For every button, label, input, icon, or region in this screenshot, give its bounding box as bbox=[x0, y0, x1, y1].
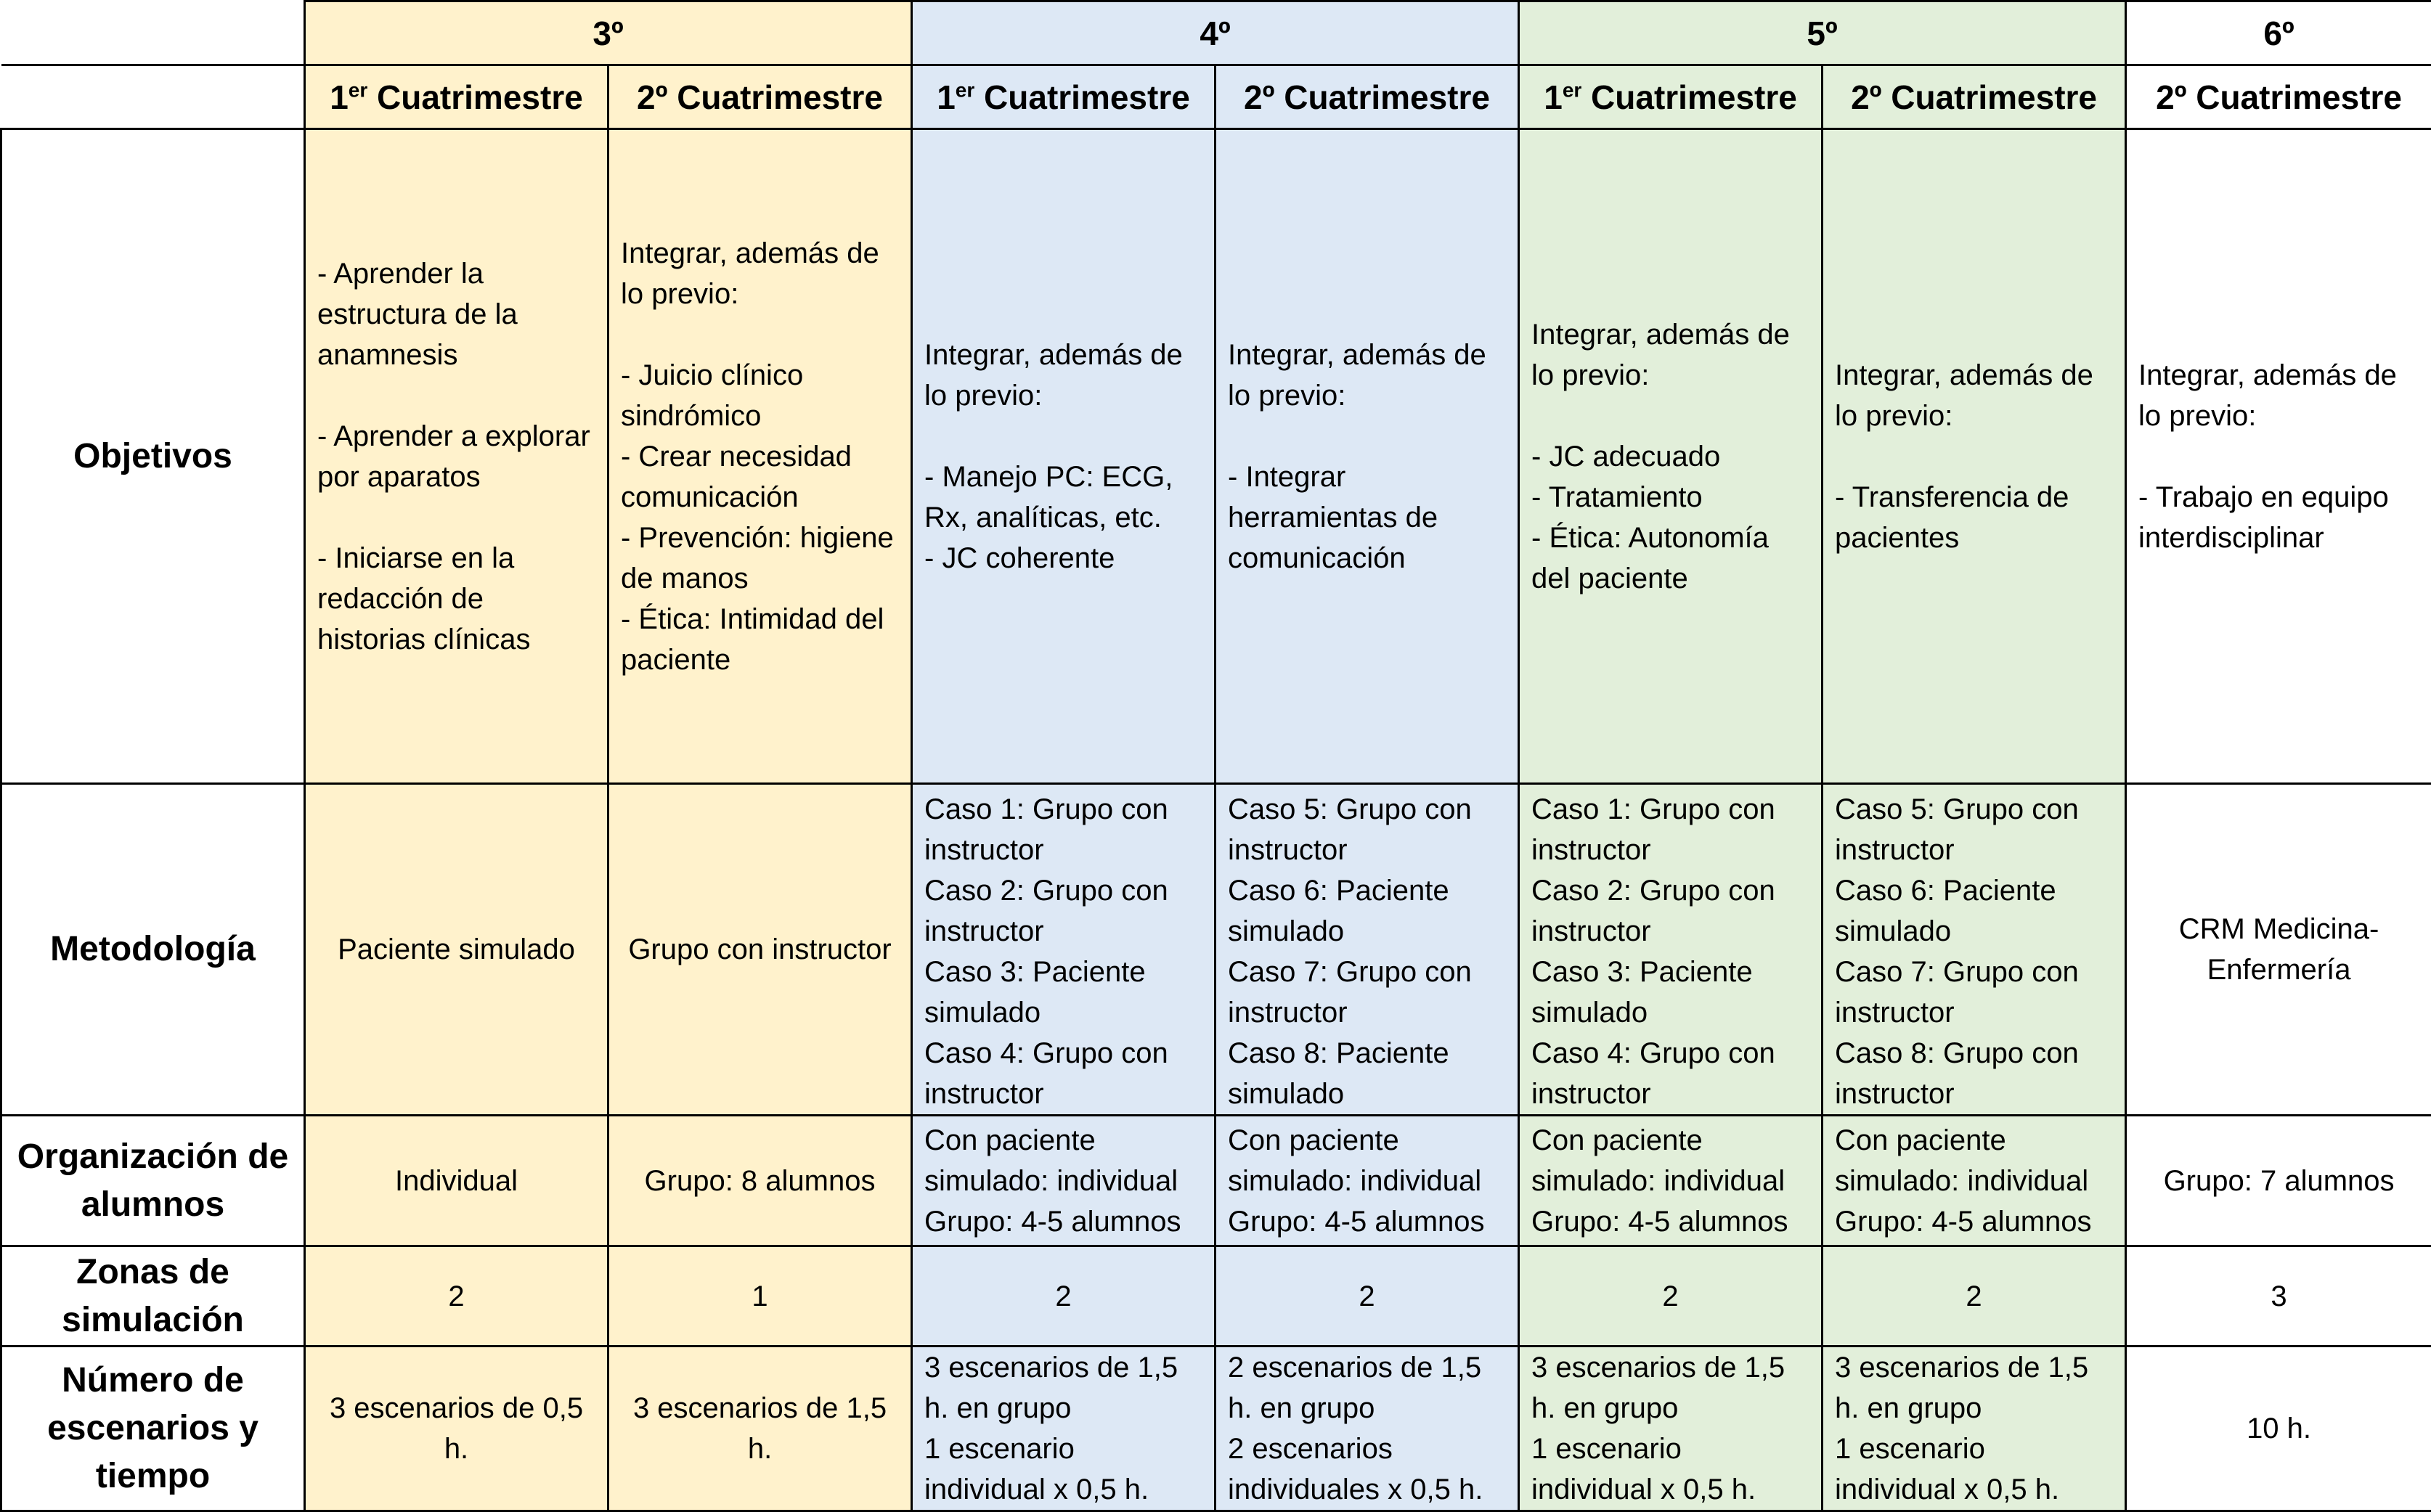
escenarios-row bbox=[1, 1347, 2431, 1511]
organizacion-row bbox=[1, 1116, 2431, 1246]
organizacion-cell: Grupo: 7 alumnos bbox=[2126, 1116, 2431, 1246]
metodologia-cell: Caso 5: Grupo con instructor Caso 6: Paciente simulado Caso 7: Grupo con instructor Caso 8: Paciente simulado bbox=[1216, 784, 1519, 1116]
organizacion-cell: Con paciente simulado: individual Grupo: 4-5 alumnos bbox=[1823, 1116, 2126, 1246]
year-5-header: 5º bbox=[1519, 1, 2126, 65]
objetivos-cell: - Aprender la estructura de la anamnesis - Aprender a explorar por aparatos - Iniciarse en la redacción de historias clínicas bbox=[305, 129, 608, 784]
organizacion-cell: Con paciente simulado: individual Grupo: 4-5 alumnos bbox=[1216, 1116, 1519, 1246]
metodologia-cell: Caso 1: Grupo con instructor Caso 2: Grupo con instructor Caso 3: Paciente simulado Caso 4: Grupo con instructor bbox=[912, 784, 1216, 1116]
row-label-objetivos: Objetivos bbox=[1, 129, 305, 784]
year-header-row bbox=[1, 1, 2431, 65]
zonas-cell: 2 bbox=[1823, 1246, 2126, 1347]
escenarios-cell: 3 escenarios de 1,5 h. en grupo 1 escenario individual x 0,5 h. bbox=[1823, 1347, 2126, 1511]
metodologia-cell: CRM Medicina-Enfermería bbox=[2126, 784, 2431, 1116]
objetivos-cell: Integrar, además de lo previo: - JC adecuado - Tratamiento - Ética: Autonomía del paciente bbox=[1519, 129, 1823, 784]
escenarios-cell: 3 escenarios de 1,5 h. en grupo 1 escenario individual x 0,5 h. bbox=[912, 1347, 1216, 1511]
objetivos-cell: Integrar, además de lo previo: - Manejo PC: ECG, Rx, analíticas, etc. - JC coherente bbox=[912, 129, 1216, 784]
metodologia-cell: Grupo con instructor bbox=[608, 784, 912, 1116]
objetivos-cell: Integrar, además de lo previo: - Trabajo en equipo interdisciplinar bbox=[2126, 129, 2431, 784]
organizacion-cell: Individual bbox=[305, 1116, 608, 1246]
zonas-cell: 2 bbox=[1519, 1246, 1823, 1347]
zonas-row bbox=[1, 1246, 2431, 1347]
organizacion-cell: Grupo: 8 alumnos bbox=[608, 1116, 912, 1246]
row-label-organizacion: Organización de alumnos bbox=[1, 1116, 305, 1246]
row-label-metodologia: Metodología bbox=[1, 784, 305, 1116]
term-header: 1er Cuatrimestre bbox=[1519, 65, 1823, 129]
term-header: 1er Cuatrimestre bbox=[305, 65, 608, 129]
metodologia-cell: Caso 5: Grupo con instructor Caso 6: Paciente simulado Caso 7: Grupo con instructor Caso 8: Grupo con instructor bbox=[1823, 784, 2126, 1116]
metodologia-cell: Paciente simulado bbox=[305, 784, 608, 1116]
zonas-cell: 1 bbox=[608, 1246, 912, 1347]
metodologia-cell: Caso 1: Grupo con instructor Caso 2: Grupo con instructor Caso 3: Paciente simulado Caso 4: Grupo con instructor bbox=[1519, 784, 1823, 1116]
term-header: 1er Cuatrimestre bbox=[912, 65, 1216, 129]
year-4-header: 4º bbox=[912, 1, 1519, 65]
organizacion-cell: Con paciente simulado: individual Grupo: 4-5 alumnos bbox=[1519, 1116, 1823, 1246]
row-label-zonas: Zonas de simulación bbox=[1, 1246, 305, 1347]
zonas-cell: 3 bbox=[2126, 1246, 2431, 1347]
term-header-row bbox=[1, 65, 2431, 129]
escenarios-cell: 2 escenarios de 1,5 h. en grupo 2 escenarios individuales x 0,5 h. bbox=[1216, 1347, 1519, 1511]
zonas-cell: 2 bbox=[1216, 1246, 1519, 1347]
term-header: 2º Cuatrimestre bbox=[2126, 65, 2431, 129]
year-3-header: 3º bbox=[305, 1, 912, 65]
year-6-header: 6º bbox=[2126, 1, 2431, 65]
objetivos-row bbox=[1, 129, 2431, 784]
term-header: 2º Cuatrimestre bbox=[1823, 65, 2126, 129]
escenarios-cell: 3 escenarios de 1,5 h. bbox=[608, 1347, 912, 1511]
zonas-cell: 2 bbox=[912, 1246, 1216, 1347]
term-header: 2º Cuatrimestre bbox=[608, 65, 912, 129]
objetivos-cell: Integrar, además de lo previo: - Transferencia de pacientes bbox=[1823, 129, 2126, 784]
corner-cell-2 bbox=[1, 65, 305, 129]
corner-cell bbox=[1, 1, 305, 65]
row-label-escenarios: Número de escenarios y tiempo bbox=[1, 1347, 305, 1511]
organizacion-cell: Con paciente simulado: individual Grupo: 4-5 alumnos bbox=[912, 1116, 1216, 1246]
escenarios-cell: 3 escenarios de 1,5 h. en grupo 1 escenario individual x 0,5 h. bbox=[1519, 1347, 1823, 1511]
escenarios-cell: 3 escenarios de 0,5 h. bbox=[305, 1347, 608, 1511]
objetivos-cell: Integrar, además de lo previo: - Juicio clínico sindrómico - Crear necesidad comunicación - Prevención: higiene de manos - Ética: Intimidad del paciente bbox=[608, 129, 912, 784]
escenarios-cell: 10 h. bbox=[2126, 1347, 2431, 1511]
metodologia-row bbox=[1, 784, 2431, 1116]
objetivos-cell: Integrar, además de lo previo: - Integrar herramientas de comunicación bbox=[1216, 129, 1519, 784]
term-header: 2º Cuatrimestre bbox=[1216, 65, 1519, 129]
zonas-cell: 2 bbox=[305, 1246, 608, 1347]
